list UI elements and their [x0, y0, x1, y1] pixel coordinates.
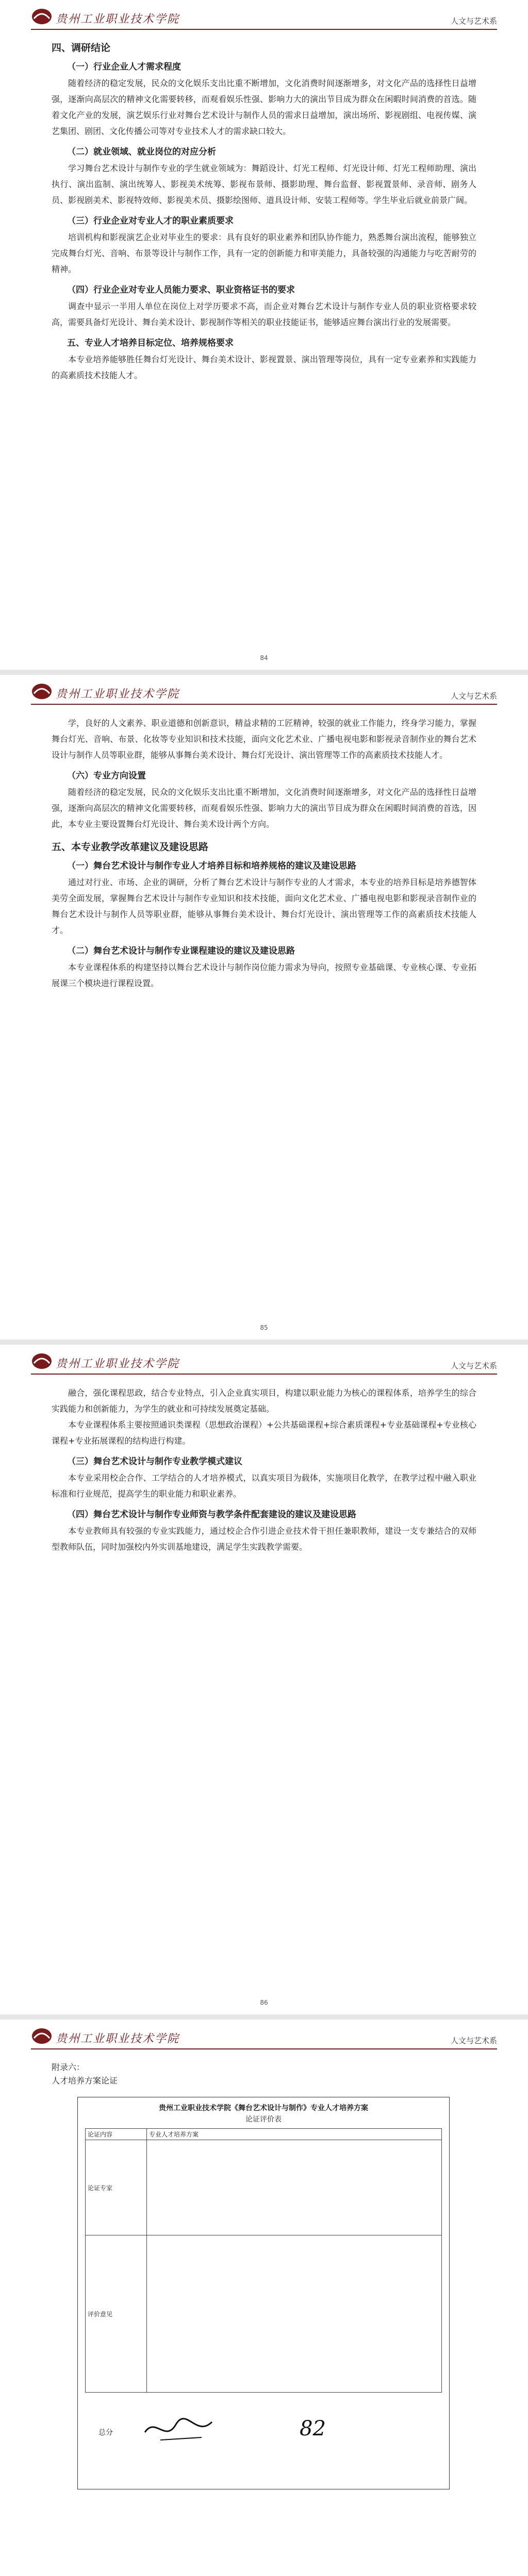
subsection-heading: （一）舞台艺术设计与制作专业人才培养目标和培养规格的建议及建设思路	[67, 861, 356, 871]
school-name: 贵州工业职业技术学院	[56, 688, 180, 701]
form-title: 贵州工业职业技术学院《舞台艺术设计与制作》专业人才培养方案	[159, 2104, 368, 2112]
paragraph: 培训机构和影视演艺企业对毕业生的要求：具有良好的职业素养和团队协作能力，熟悉舞台演出流程，能够独立完成舞台灯光、音响、布景等设计与制作工作，具有一定的创新能力和审美能力，具备较强的沟通能力与吃苦耐劳的精神。	[52, 232, 476, 274]
paragraph: 学习舞台艺术设计与制作专业的学生就业领域为：舞蹈设计、灯光工程师、灯光设计师、灯光工程师助理、演出执行、演出监制、演出统筹人、影视美术统筹、影视布景师、摄影助理、舞台监督、影视置景师、录音师、剧务人员、影视剧美术、影视特效师、影视美术员、摄影绘图师、道具设计师、安装工程师等。学生毕业后就业前景广阔。	[52, 163, 476, 205]
school-name: 贵州工业职业技术学院	[56, 1358, 180, 1370]
table-row	[86, 2235, 442, 2393]
evaluation-form	[77, 2097, 450, 2489]
paragraph: 本专业采用校企合作、工学结合的人才培养模式，以真实项目为载体，实施项目化教学，在教学过程中融入职业标准和行业规范，提高学生的职业能力和职业素养。	[52, 1473, 476, 1499]
school-logo-icon	[31, 7, 53, 26]
page-header	[31, 2027, 497, 2049]
document-page-4	[0, 2020, 528, 2576]
handwritten-signature	[140, 2412, 222, 2448]
section-heading: 五、本专业教学改革建议及建设思路	[52, 841, 209, 853]
table-cell: 论证专家	[86, 2140, 147, 2235]
paragraph: 随着经济的稳定发展，民众的文化娱乐支出比重不断增加，文化消费时间逐渐增多，对文化产品的选择性日益增强，逐渐向高层次的精神文化需要转移，而观看娱乐性强、影响力大的演出节目成为群众在闲暇时间消费的首选。随着文化产业的发展，演艺娱乐行业对舞台艺术设计与制作人员的需求日益增加，演出场所、影视剧组、电视传媒、演艺集团、剧团、文化传播公司等对专业技术人才的需求缺口较大。	[52, 78, 476, 136]
school-name: 贵州工业职业技术学院	[56, 13, 180, 26]
subsection-heading: 五、专业人才培养目标定位、培养规格要求	[67, 338, 234, 348]
page-separator	[0, 1340, 528, 1345]
department-name: 人文与艺术系	[450, 16, 497, 26]
page-number: 85	[260, 1324, 268, 1331]
page-body	[52, 715, 476, 991]
subsection-heading: （四）舞台艺术设计与制作专业师资与教学条件配套建设的建议及建设思路	[67, 1510, 356, 1520]
table-row	[86, 2129, 442, 2140]
appendix-label: 附录六：	[52, 2062, 85, 2072]
paragraph: 本专业课程体系的构建坚持以舞台艺术设计与制作岗位能力需求为导向，按照专业基础课、专业核心课、专业拓展课三个模块进行课程设置。	[52, 962, 476, 988]
department-name: 人文与艺术系	[450, 2036, 497, 2045]
subsection-heading: （六）专业方向设置	[67, 771, 146, 781]
page-header	[31, 7, 497, 30]
paragraph: 本专业教师具有较强的专业实践能力，通过校企合作引进企业技术骨干担任兼职教师，建设一支专兼结合的双师型教师队伍，同时加强校内外实训基地建设，满足学生实践教学需要。	[52, 1526, 476, 1552]
school-logo-icon	[31, 1352, 53, 1370]
section-heading: 四、调研结论	[52, 42, 111, 54]
table-cell	[147, 2140, 442, 2235]
appendix-title: 人才培养方案论证	[52, 2076, 118, 2086]
document-page-1	[0, 0, 528, 670]
paragraph: 调查中显示一半用人单位在岗位上对学历要求不高，而企业对舞台艺术设计与制作专业人员的职业资格要求较高，需要具备灯光设计、舞台美术设计、影视制作等相关的职业技能证书，能够适应舞台演出行业的发展需要。	[52, 301, 476, 327]
page-separator	[0, 2014, 528, 2020]
subsection-heading: （四）行业企业对专业人员能力要求、职业资格证书的要求	[67, 285, 295, 295]
form-table-wrap	[85, 2128, 442, 2393]
page-body	[52, 1385, 476, 1555]
paragraph: 学，良好的人文素养、职业道德和创新意识，精益求精的工匠精神，较强的就业工作能力，终身学习能力，掌握舞台灯光、音响、布景、化妆等专业知识和技术技能，面向文化艺术业、广播电视电影和影视录音制作业的舞台艺术设计与制作人员等职业群，能够从事舞台美术设计、舞台灯光设计、演出管理等工作的高素质技术技能人才。	[52, 718, 476, 760]
paragraph: 本专业课程体系主要按照通识类课程（思想政治课程）+公共基础课程+综合素质课程+专业基础课程+专业核心课程+专业拓展课程的结构进行构建。	[52, 1420, 476, 1446]
score-label: 总分	[98, 2429, 113, 2437]
department-name: 人文与艺术系	[450, 1361, 497, 1370]
page-number: 86	[260, 1999, 268, 2006]
paragraph: 本专业培养能够胜任舞台灯光设计、舞台美术设计、影视置景、演出管理等岗位，具有一定专业素养和实践能力的高素质技术技能人才。	[52, 354, 476, 380]
subsection-heading: （三）舞台艺术设计与制作专业教学模式建议	[67, 1456, 242, 1467]
document-page-2	[0, 675, 528, 1340]
page-separator	[0, 670, 528, 675]
school-logo-icon	[31, 2027, 53, 2045]
school-logo-icon	[31, 682, 53, 701]
page-body	[52, 40, 476, 383]
department-name: 人文与艺术系	[450, 691, 497, 701]
paragraph: 随着经济的稳定发展，民众的文化娱乐支出比重不断增加，文化消费时间逐渐增多，对文化产品的选择性日益增强，逐渐向高层次的精神文化需要转移，而观看娱乐性强、影响力大的演出节目成为群众在闲暇时间消费的首选，因此，本专业主要设置舞台灯光设计、舞台美术设计两个方向。	[52, 787, 476, 829]
subsection-heading: （三）行业企业对专业人才的职业素质要求	[67, 216, 234, 226]
subsection-heading: （二）舞台艺术设计与制作专业课程建设的建议及建设思路	[67, 946, 295, 956]
table-row	[86, 2140, 442, 2235]
school-name: 贵州工业职业技术学院	[56, 2032, 180, 2045]
page-header	[31, 1352, 497, 1375]
handwritten-score: 82	[300, 2417, 326, 2441]
table-cell: 评价意见	[86, 2235, 147, 2393]
paragraph: 融合，强化课程思政，结合专业特点，引入企业真实项目，构建以职业能力为核心的课程体系，培养学生的综合实践能力和创新能力，为学生的就业和可持续发展奠定基础。	[52, 1388, 476, 1414]
subsection-heading: （二）就业领域、就业岗位的对应分析	[67, 147, 216, 157]
form-table	[85, 2128, 442, 2393]
page-header	[31, 682, 497, 705]
paragraph: 通过对行业、市场、企业的调研，分析了舞台艺术设计与制作专业的人才需求，本专业的培养目标是培养德智体美劳全面发展，掌握舞台艺术设计与制作专业知识和技术技能，面向文化艺术业、广播电视电影和影视录音制作业的舞台艺术设计与制作人员等职业群，能够从事舞台美术设计、舞台灯光设计、演出管理等工作的高素质技术技能人才。	[52, 877, 476, 935]
table-cell	[147, 2235, 442, 2393]
table-cell: 论证内容	[86, 2129, 147, 2140]
document-page-3	[0, 1345, 528, 2014]
form-subtitle: 论证评价表	[245, 2115, 282, 2124]
subsection-heading: （一）行业企业人才需求程度	[67, 62, 181, 72]
page-number: 84	[260, 654, 268, 662]
table-cell: 专业人才培养方案	[147, 2129, 442, 2140]
appendix-heading	[52, 2061, 476, 2088]
